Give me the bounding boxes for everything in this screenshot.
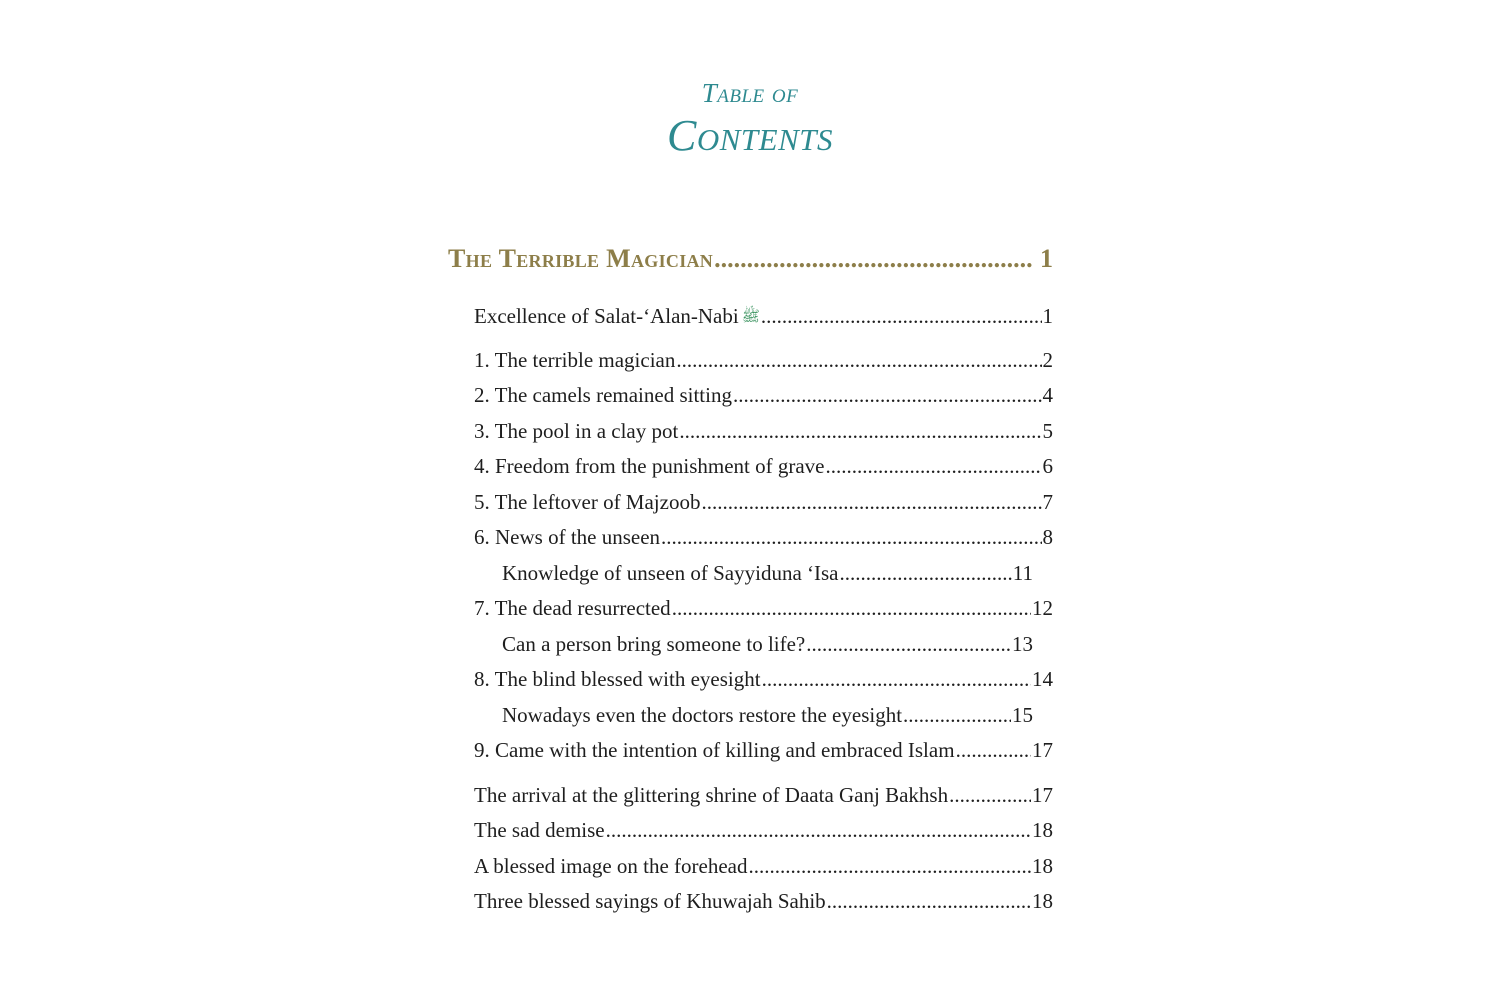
toc-subentry[interactable] bbox=[502, 561, 1033, 586]
toc-entry-page: 18 bbox=[1032, 818, 1053, 842]
toc-entry-page: 18 bbox=[1032, 889, 1053, 913]
toc-entry-label: 1. The terrible magician bbox=[474, 348, 676, 372]
toc-entry-label: The arrival at the glittering shrine of Daata Ganj Bakhsh bbox=[474, 783, 949, 807]
toc-entry[interactable] bbox=[474, 304, 1053, 329]
toc-entry-label: The sad demise bbox=[474, 818, 605, 842]
toc-entry-page: 17 bbox=[1032, 738, 1053, 762]
toc-entry[interactable] bbox=[474, 783, 1053, 808]
leader-dots bbox=[714, 244, 1033, 274]
toc-entry-page: 4 bbox=[1042, 383, 1053, 407]
leader-dots bbox=[762, 667, 1031, 692]
toc-entry-label: 4. Freedom from the punishment of grave bbox=[474, 454, 825, 478]
toc-entry-page: 1 bbox=[1042, 304, 1053, 328]
toc-entry-label: A blessed image on the forehead bbox=[474, 854, 748, 878]
toc-entry-page: 5 bbox=[1042, 419, 1053, 443]
toc-entry[interactable] bbox=[474, 383, 1053, 408]
chapter-heading[interactable] bbox=[448, 244, 1053, 274]
toc-entry-page: 18 bbox=[1032, 854, 1053, 878]
title-line-1: Table of bbox=[701, 78, 799, 108]
leader-dots bbox=[826, 454, 1042, 479]
chapter-title: The Terrible Magician bbox=[448, 244, 714, 273]
toc-entry-page: 13 bbox=[1012, 632, 1033, 656]
toc-entry-page: 6 bbox=[1042, 454, 1053, 478]
leader-dots bbox=[806, 632, 1011, 657]
toc-entry-page: 12 bbox=[1032, 596, 1053, 620]
toc-entry-page: 15 bbox=[1012, 703, 1033, 727]
leader-dots bbox=[676, 348, 1041, 373]
toc-entry[interactable] bbox=[474, 525, 1053, 550]
leader-dots bbox=[606, 818, 1031, 843]
leader-dots bbox=[903, 703, 1011, 728]
toc-entry[interactable] bbox=[474, 348, 1053, 373]
toc-subentry[interactable] bbox=[502, 703, 1033, 728]
toc-entry[interactable] bbox=[474, 490, 1053, 515]
toc-entry-label: 8. The blind blessed with eyesight bbox=[474, 667, 761, 691]
title-line-2: Contents bbox=[666, 111, 833, 160]
leader-dots bbox=[949, 783, 1031, 808]
toc-entry-label: Nowadays even the doctors restore the eyesight bbox=[502, 703, 903, 727]
leader-dots bbox=[733, 383, 1042, 408]
leader-dots bbox=[661, 525, 1041, 550]
toc-entry-label: 9. Came with the intention of killing and embraced Islam bbox=[474, 738, 955, 762]
toc-entry-label: 5. The leftover of Majzoob bbox=[474, 490, 701, 514]
toc-entry-label: 3. The pool in a clay pot bbox=[474, 419, 679, 443]
leader-dots bbox=[701, 490, 1041, 515]
leader-dots bbox=[956, 738, 1031, 763]
leader-dots bbox=[672, 596, 1031, 621]
leader-dots bbox=[827, 889, 1031, 914]
toc-entry[interactable] bbox=[474, 889, 1053, 914]
toc-entry-label: Can a person bring someone to life? bbox=[502, 632, 806, 656]
toc-entry[interactable] bbox=[474, 854, 1053, 879]
toc-entry-label: 2. The camels remained sitting bbox=[474, 383, 732, 407]
toc-entry[interactable] bbox=[474, 419, 1053, 444]
toc-entry-label: 7. The dead resurrected bbox=[474, 596, 671, 620]
toc-entry-label: 6. News of the unseen bbox=[474, 525, 661, 549]
toc-entry-label: Knowledge of unseen of Sayyiduna ‘Isa bbox=[502, 561, 839, 585]
toc-entry-label: Three blessed sayings of Khuwajah Sahib bbox=[474, 889, 826, 913]
toc-entry[interactable] bbox=[474, 667, 1053, 692]
toc-subentry[interactable] bbox=[502, 632, 1033, 657]
toc-entry-page: 14 bbox=[1032, 667, 1053, 691]
leader-dots bbox=[679, 419, 1041, 444]
toc-entry-page: 17 bbox=[1032, 783, 1053, 807]
toc-entry-label: Excellence of Salat-‘Alan-Nabi ﷺ bbox=[474, 304, 760, 328]
toc-entry-page: 2 bbox=[1042, 348, 1053, 372]
leader-dots bbox=[761, 304, 1042, 329]
toc-entry[interactable] bbox=[474, 738, 1053, 763]
toc-entry[interactable] bbox=[474, 596, 1053, 621]
leader-dots bbox=[749, 854, 1032, 879]
toc-entry[interactable] bbox=[474, 818, 1053, 843]
chapter-page: 1 bbox=[1040, 244, 1053, 273]
toc-entry-page: 11 bbox=[1012, 561, 1033, 585]
arabic-honorific-icon: ﷺ bbox=[741, 309, 760, 326]
toc-entry-page: 7 bbox=[1042, 490, 1053, 514]
toc-entry[interactable] bbox=[474, 454, 1053, 479]
leader-dots bbox=[840, 561, 1012, 586]
toc-entry-page: 8 bbox=[1042, 525, 1053, 549]
